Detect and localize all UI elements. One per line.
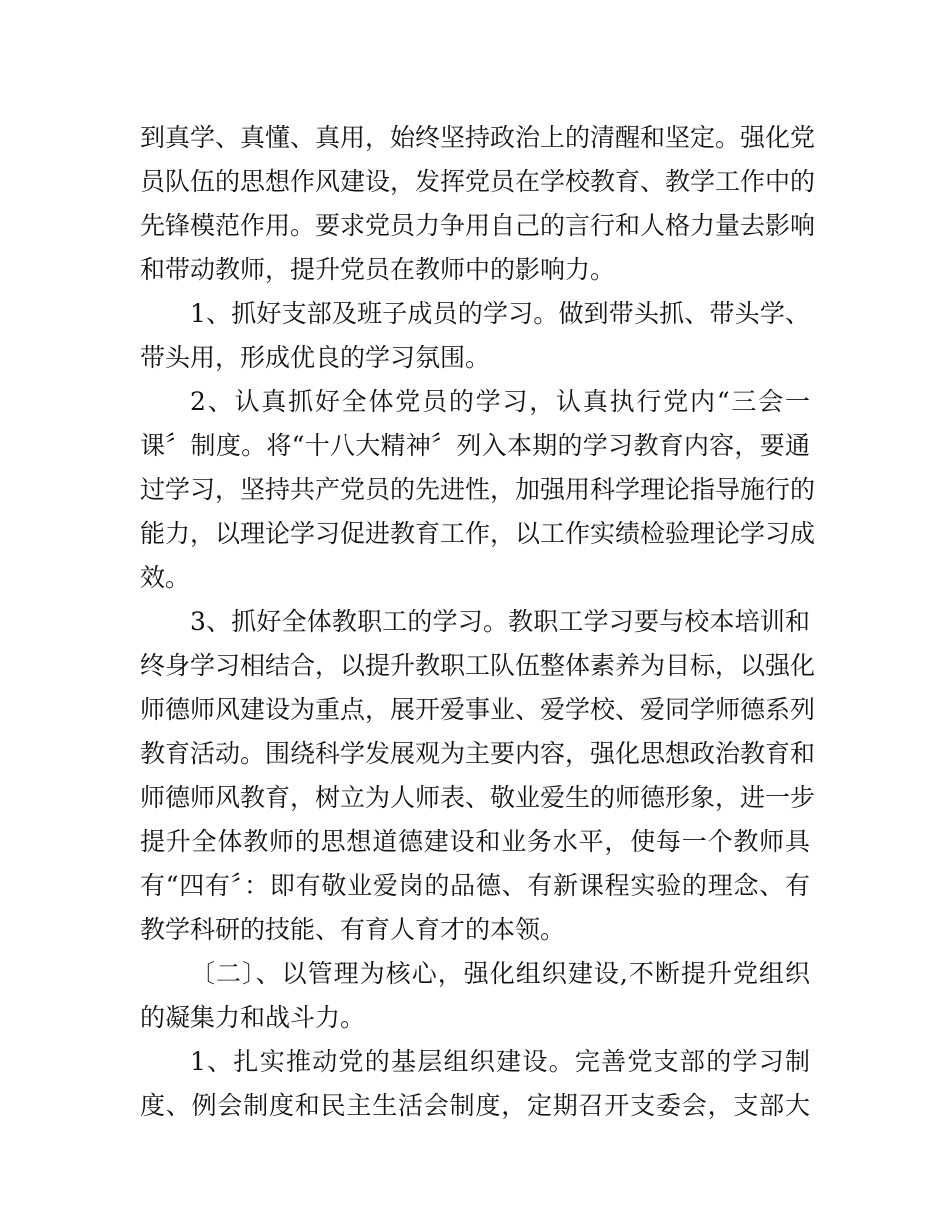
paragraph-line-13: 终身学习相结合，以提升教职工队伍整体素养为目标，以强化 <box>140 651 816 680</box>
paragraph-line-17: 提升全体教师的思想道德建设和业务水平，使每一个教师具 <box>140 827 810 856</box>
paragraph-line-15: 教育活动。围绕科学发展观为主要内容，强化思想政治教育和 <box>140 739 816 768</box>
paragraph-line-9: 过学习，坚持共产党员的先进性，加强用科学理论指导施行的 <box>140 475 816 504</box>
paragraph-line-19: 教学科研的技能、有育人育才的本领。 <box>140 915 566 944</box>
section-heading-line-2: 的凝集力和战斗力。 <box>140 1003 366 1032</box>
paragraph-line-10: 能力，以理论学习促进教育工作，以工作实绩检验理论学习成 <box>140 519 816 548</box>
paragraph-line-1: 到真学、真懂、真用，始终坚持政治上的清醒和坚定。强化党 <box>140 123 816 152</box>
paragraph-line-6: 带头用，形成优良的学习氛围。 <box>140 343 491 372</box>
paragraph-line-12: 3、抓好全体教职工的学习。教职工学习要与校本培训和 <box>190 607 810 636</box>
paragraph-line-5: 1、抓好支部及班子成员的学习。做到带头抓、带头学、 <box>190 299 810 328</box>
paragraph-line-3: 先锋模范作用。要求党员力争用自己的言行和人格力量去影响 <box>140 211 816 240</box>
paragraph-line-14: 师德师风建设为重点，展开爱事业、爱学校、爱同学师德系列 <box>140 695 816 724</box>
paragraph-line-20: 1、扎实推动党的基层组织建设。完善党支部的学习制 <box>190 1047 810 1076</box>
paragraph-line-18: 有“四有〞：即有敬业爱岗的品德、有新课程实验的理念、有 <box>140 871 810 900</box>
paragraph-line-21: 度、例会制度和民主生活会制度，定期召开支委会，支部大 <box>140 1091 810 1120</box>
paragraph-line-16: 师德师风教育，树立为人师表、敬业爱生的师德形象，进一步 <box>140 783 816 812</box>
paragraph-line-8: 课〞制度。将“十八大精神〞列入本期的学习教育内容，要通 <box>140 431 810 460</box>
paragraph-line-4: 和带动教师，提升党员在教师中的影响力。 <box>140 255 616 284</box>
section-heading-line-1: 〔二〕、以管理为核心，强化组织建设,不断提升党组织 <box>190 959 810 988</box>
paragraph-line-11: 效。 <box>140 563 191 592</box>
paragraph-line-7: 2、认真抓好全体党员的学习，认真执行党内“三会一 <box>190 387 810 416</box>
paragraph-line-2: 员队伍的思想作风建设，发挥党员在学校教育、教学工作中的 <box>140 167 816 196</box>
